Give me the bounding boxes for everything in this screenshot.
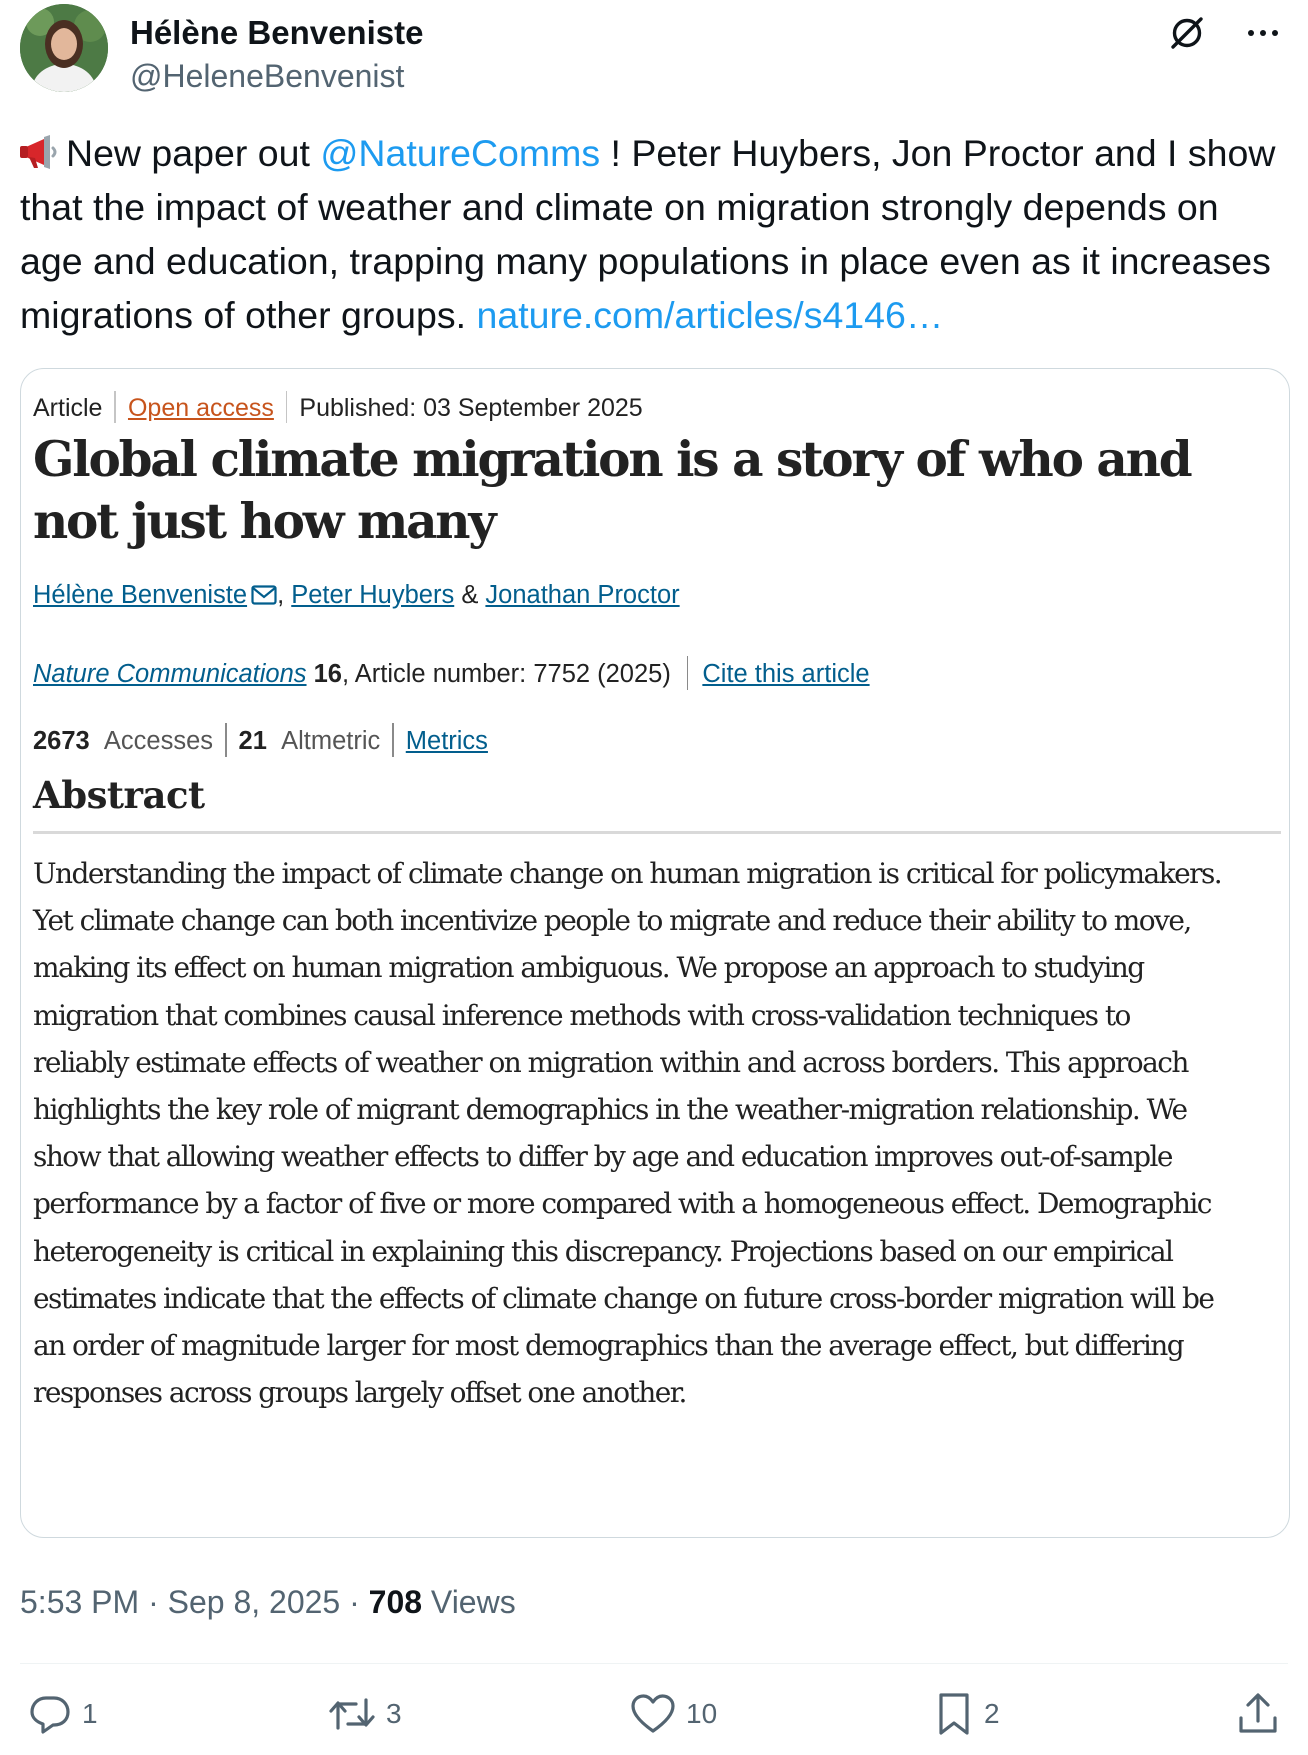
repost-icon bbox=[328, 1692, 376, 1736]
reply-count: 1 bbox=[82, 1698, 98, 1729]
author-link: Hélène Benveniste bbox=[33, 581, 248, 609]
author-separator: , bbox=[277, 581, 292, 609]
reply-icon bbox=[28, 1692, 72, 1736]
published-date: Published: 03 September 2025 bbox=[299, 394, 643, 422]
tweet-text bbox=[20, 126, 1290, 342]
abstract-line: responses across groups largely offset one another. bbox=[33, 1376, 686, 1410]
abstract-line: migration that combines causal inference methods with cross-validation techniques to bbox=[33, 998, 1130, 1032]
abstract-line: estimates indicate that the effects of climate change on future cross-border migration will be bbox=[33, 1281, 1214, 1315]
altmetric-label: Altmetric bbox=[281, 727, 381, 755]
tweet-timestamp bbox=[20, 1584, 516, 1621]
abstract-line: heterogeneity is critical in explaining this discrepancy. Projections based on our empirical bbox=[33, 1234, 1173, 1268]
repost-count: 3 bbox=[386, 1698, 402, 1729]
views-label: Views bbox=[430, 1584, 516, 1620]
author-link: Jonathan Proctor bbox=[485, 581, 680, 609]
mention-link[interactable]: @NatureComms bbox=[320, 132, 601, 174]
share-icon bbox=[1236, 1691, 1280, 1737]
divider bbox=[20, 1663, 1288, 1664]
abstract-line: highlights the key role of migrant demographics in the weather-migration relationship. We bbox=[33, 1093, 1187, 1127]
article-type: Article bbox=[33, 394, 103, 422]
tweet-text-part: ! Peter Huybers, Jon Proctor and I show that the impact of weather and climate on migration strongly depends on age and education, trapping many populations in place even as it increases migrations of other groups. bbox=[20, 132, 1276, 336]
tweet-date[interactable]: Sep 8, 2025 bbox=[167, 1584, 341, 1620]
megaphone-icon bbox=[20, 134, 64, 172]
bookmark-icon bbox=[934, 1691, 974, 1737]
like-count: 10 bbox=[686, 1698, 718, 1729]
repost-button[interactable] bbox=[328, 1692, 402, 1736]
journal-volume: 16 bbox=[313, 660, 342, 688]
metrics-link: Metrics bbox=[405, 727, 488, 755]
grok-icon[interactable] bbox=[1166, 12, 1208, 54]
author-link: Peter Huybers bbox=[291, 581, 455, 609]
author-separator: & bbox=[454, 581, 486, 609]
divider bbox=[286, 391, 288, 423]
abstract-line: making its effect on human migration ambiguous. We propose an approach to studying bbox=[33, 951, 1144, 985]
views-count: 708 bbox=[368, 1584, 423, 1620]
divider bbox=[687, 656, 689, 690]
abstract-heading: Abstract bbox=[33, 773, 205, 817]
open-access-label: Open access bbox=[127, 394, 274, 422]
cite-link: Cite this article bbox=[702, 660, 870, 688]
more-options-icon[interactable] bbox=[1242, 12, 1284, 54]
abstract-line: performance by a factor of five or more compared with a homogeneous effect. Demographic bbox=[33, 1187, 1211, 1221]
altmetric-count: 21 bbox=[238, 727, 267, 755]
separator-dot: · bbox=[340, 1584, 369, 1620]
abstract-line: Understanding the impact of climate change on human migration is critical for policymakers. bbox=[33, 857, 1222, 890]
bookmark-count: 2 bbox=[984, 1698, 1000, 1729]
paper-title: Global climate migration is a story of who and not just how many bbox=[33, 431, 1191, 550]
media-card[interactable] bbox=[20, 368, 1290, 1538]
user-handle[interactable]: @HeleneBenvenist bbox=[130, 58, 405, 94]
like-button[interactable] bbox=[630, 1692, 717, 1736]
abstract-line: reliably estimate effects of weather on migration within and across borders. This approach bbox=[33, 1045, 1188, 1079]
accesses-count: 2673 bbox=[33, 727, 90, 755]
bookmark-button[interactable] bbox=[934, 1692, 1000, 1736]
author-list bbox=[33, 581, 680, 610]
display-name[interactable]: Hélène Benveniste bbox=[130, 14, 424, 51]
avatar[interactable] bbox=[20, 4, 108, 92]
abstract-line: Yet climate change can both incentivize people to migrate and reduce their ability to move, bbox=[33, 904, 1191, 938]
avatar-photo-icon bbox=[20, 4, 108, 92]
mail-icon bbox=[251, 585, 277, 605]
heart-icon bbox=[630, 1692, 676, 1736]
reply-button[interactable] bbox=[28, 1692, 98, 1736]
journal-link: Nature Communications bbox=[33, 660, 307, 688]
abstract-line: an order of magnitude larger for most demographics than the average effect, but differing bbox=[33, 1329, 1184, 1363]
divider bbox=[114, 391, 116, 423]
divider bbox=[225, 723, 227, 757]
article-meta-row bbox=[33, 391, 643, 423]
article-link[interactable]: nature.com/articles/s4146… bbox=[476, 294, 944, 336]
abstract-text bbox=[33, 850, 1278, 1416]
tweet-header bbox=[20, 4, 1288, 96]
accesses-label: Accesses bbox=[103, 727, 214, 755]
abstract-rule bbox=[33, 831, 1281, 834]
article-number: , Article number: 7752 (2025) bbox=[342, 660, 671, 688]
journal-info bbox=[33, 656, 870, 690]
abstract-line: show that allowing weather effects to differ by age and education improves out-of-sample bbox=[33, 1140, 1172, 1174]
share-button[interactable] bbox=[1236, 1692, 1280, 1736]
separator-dot: · bbox=[139, 1584, 168, 1620]
divider bbox=[392, 723, 394, 757]
tweet-text-part: New paper out bbox=[66, 132, 321, 174]
tweet-time[interactable]: 5:53 PM bbox=[20, 1584, 140, 1620]
metrics-row bbox=[33, 723, 488, 757]
